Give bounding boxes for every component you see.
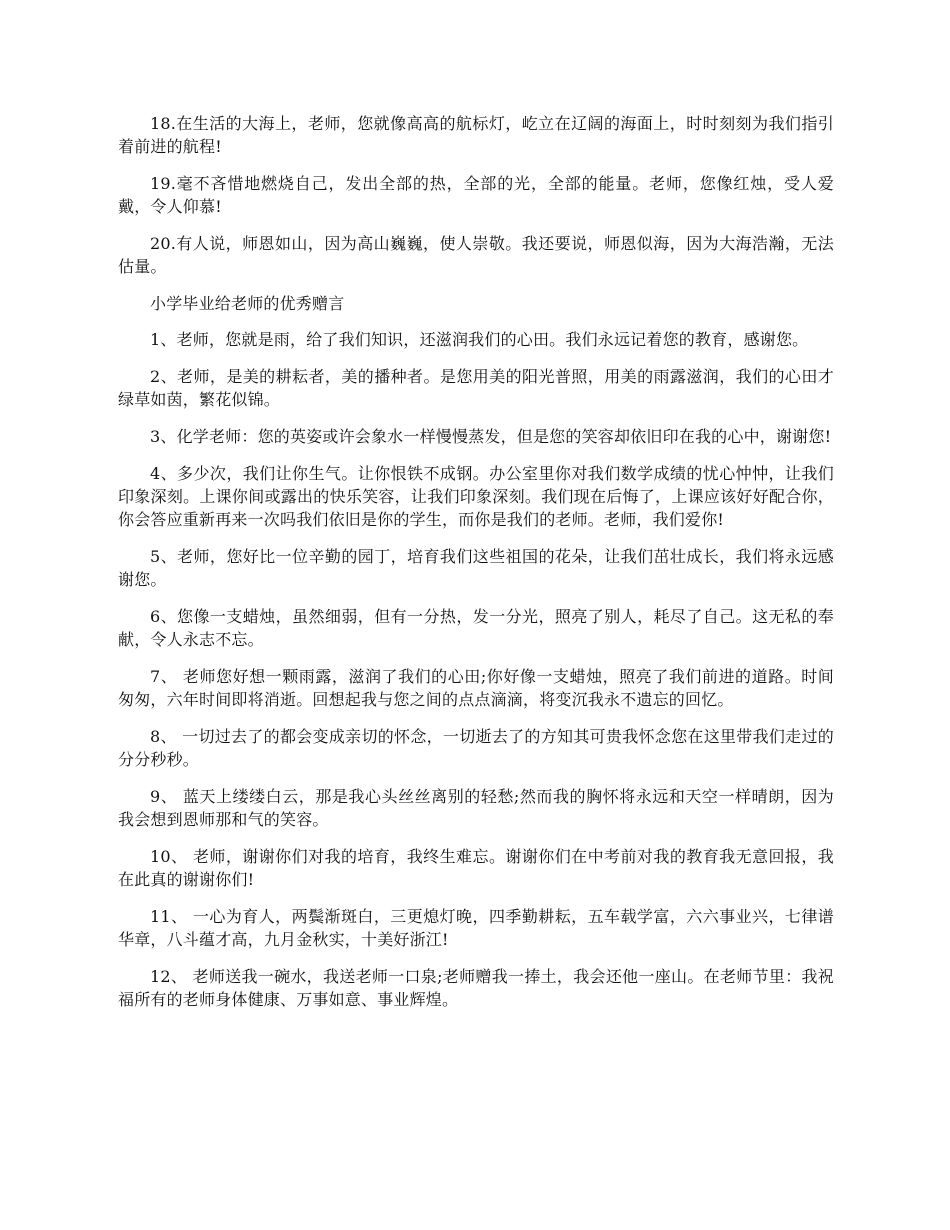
paragraph-10: 10、 老师，谢谢你们对我的培育，我终生难忘。谢谢你们在中考前对我的教育我无意回报，我在此真的谢谢你们! — [118, 847, 834, 889]
paragraph-7: 7、 老师您好想一颗雨露，滋润了我们的心田;你好像一支蜡烛，照亮了我们前进的道路。时间匆匆，六年时间即将消逝。回想起我与您之间的点点滴滴，将变沉我永不遗忘的回忆。 — [118, 667, 834, 709]
paragraph-4: 4、多少次，我们让你生气。让你恨铁不成钢。办公室里你对我们数学成绩的忧心忡忡，让我们印象深刻。上课你间或露出的快乐笑容，让我们印象深刻。我们现在后悔了，上课应该好好配合你，你会答应重新再来一次吗我们依旧是你的学生，而你是我们的老师。老师，我们爱你! — [118, 464, 834, 529]
paragraph-11: 11、 一心为育人，两鬓渐斑白，三更熄灯晚，四季勤耕耘，五车载学富，六六事业兴，七律谱华章，八斗蕴才高，九月金秋实，十美好浙江! — [118, 907, 834, 949]
document-body — [118, 112, 834, 1025]
paragraph-18: 18.在生活的大海上，老师，您就像高高的航标灯，屹立在辽阔的海面上，时时刻刻为我们指引着前进的航程! — [118, 114, 834, 156]
paragraph-9: 9、 蓝天上缕缕白云，那是我心头丝丝离别的轻愁;然而我的胸怀将永远和天空一样晴朗，因为我会想到恩师那和气的笑容。 — [118, 787, 834, 829]
paragraph-2: 2、老师，是美的耕耘者，美的播种者。是您用美的阳光普照，用美的雨露滋润，我们的心田才绿草如茵，繁花似锦。 — [118, 367, 834, 409]
section-heading: 小学毕业给老师的优秀赠言 — [150, 294, 345, 313]
paragraph-3: 3、化学老师：您的英姿或许会象水一样慢慢蒸发，但是您的笑容却依旧印在我的心中，谢谢您! — [150, 427, 832, 446]
paragraph-6: 6、您像一支蜡烛，虽然细弱，但有一分热，发一分光，照亮了别人，耗尽了自己。这无私的奉献，令人永志不忘。 — [118, 607, 834, 649]
paragraph-12: 12、 老师送我一碗水，我送老师一口泉;老师赠我一捧土，我会还他一座山。在老师节里：我祝福所有的老师身体健康、万事如意、事业辉煌。 — [118, 967, 834, 1009]
paragraph-1: 1、老师，您就是雨，给了我们知识，还滋润我们的心田。我们永远记着您的教育，感谢您。 — [150, 330, 809, 349]
paragraph-5: 5、老师，您好比一位辛勤的园丁，培育我们这些祖国的花朵，让我们茁壮成长，我们将永远感谢您。 — [118, 547, 834, 589]
paragraph-8: 8、 一切过去了的都会变成亲切的怀念，一切逝去了的方知其可贵我怀念您在这里带我们走过的分分秒秒。 — [118, 727, 834, 769]
paragraph-19: 19.毫不吝惜地燃烧自己，发出全部的热，全部的光，全部的能量。老师，您像红烛，受人爱戴，令人仰慕! — [118, 174, 834, 216]
paragraph-20: 20.有人说，师恩如山，因为高山巍巍，使人崇敬。我还要说，师恩似海，因为大海浩瀚，无法估量。 — [118, 234, 834, 276]
